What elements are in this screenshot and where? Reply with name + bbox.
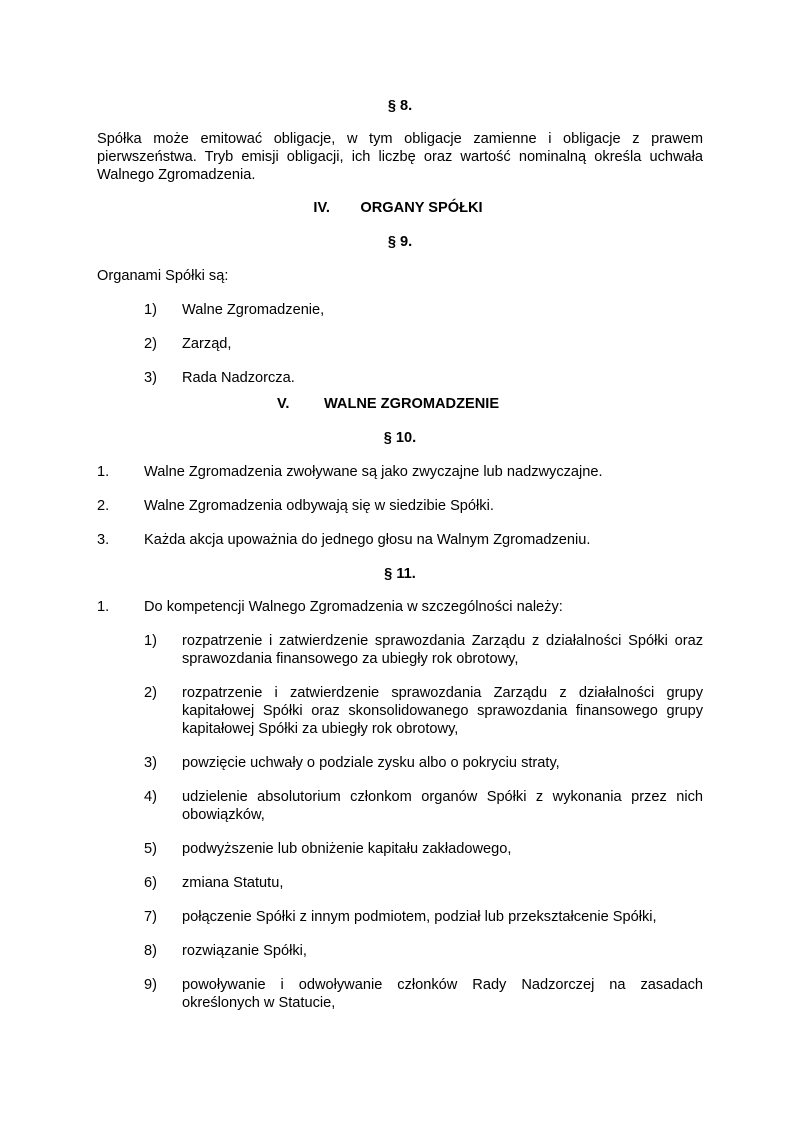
list-item-text: rozwiązanie Spółki, [182, 943, 307, 959]
list-item [144, 874, 703, 892]
list-item-label: 2. [97, 498, 110, 514]
list-item-text: połączenie Spółki z innym podmiotem, podział lub przekształcenie Spółki, [182, 909, 657, 925]
list-item [144, 632, 703, 668]
list-item-label: 7) [144, 909, 157, 925]
list-item-text: rozpatrzenie i zatwierdzenie sprawozdania Zarządu z działalności Spółki oraz sprawozdania finansowego za ubiegły rok obrotowy, [182, 633, 703, 667]
section-10-list [97, 463, 703, 549]
list-item-label: 1. [97, 599, 110, 615]
list-item-text: podwyższenie lub obniżenie kapitału zakładowego, [182, 841, 512, 857]
list-item-label: 5) [144, 841, 157, 857]
list-item-label: 2) [144, 685, 157, 701]
chapter-5-heading [85, 395, 691, 413]
list-item-label: 3) [144, 755, 157, 771]
list-item-label: 2) [144, 336, 157, 352]
list-item-text: Rada Nadzorcza. [182, 370, 295, 386]
list-item-text: rozpatrzenie i zatwierdzenie sprawozdania Zarządu z działalności grupy kapitałowej Spółki oraz skonsolidowanego sprawozdania finansowego grupy kapitałowej Spółki za ubiegły rok obrotowy, [182, 685, 703, 737]
section-11-sublist [97, 632, 703, 1012]
section-11-list [97, 598, 703, 616]
list-item-label: 3) [144, 370, 157, 386]
chapter-4-number: IV. [313, 200, 330, 216]
list-item [97, 598, 703, 616]
list-item-text: Każda akcja upoważnia do jednego głosu na Walnym Zgromadzeniu. [144, 532, 591, 548]
list-item-label: 1) [144, 633, 157, 649]
chapter-5-title: WALNE ZGROMADZENIE [323, 396, 500, 412]
list-item-label: 3. [97, 532, 110, 548]
list-item-text: zmiana Statutu, [182, 875, 284, 891]
list-item [144, 840, 703, 858]
list-item-text: Zarząd, [182, 336, 232, 352]
section-8-heading: § 8. [387, 98, 413, 114]
list-item [97, 463, 703, 481]
list-item-text: powzięcie uchwały o podziale zysku albo o pokryciu straty, [182, 755, 560, 771]
list-item [97, 531, 703, 549]
document-page [97, 88, 703, 1012]
section-10-heading: § 10. [383, 430, 417, 446]
list-item-label: 1) [144, 302, 157, 318]
list-item [97, 497, 703, 515]
list-item-text: Walne Zgromadzenia zwoływane są jako zwyczajne lub nadzwyczajne. [144, 464, 603, 480]
list-item [144, 976, 703, 1012]
list-item-label: 4) [144, 789, 157, 805]
list-item-text: Walne Zgromadzenie, [182, 302, 325, 318]
section-8-text: Spółka może emitować obligacje, w tym obligacje zamienne i obligacje z prawem pierwszeństwa. Tryb emisji obligacji, ich liczbę oraz wartość nominalną określa uchwała Walnego Zgromadzenia. [97, 131, 703, 183]
section-9-intro: Organami Spółki są: [97, 268, 229, 284]
list-item-text: powoływanie i odwoływanie członków Rady Nadzorczej na zasadach określonych w Statucie, [182, 977, 703, 1011]
list-item [144, 684, 703, 738]
list-item [144, 335, 703, 353]
list-item-label: 1. [97, 464, 110, 480]
list-item [144, 908, 703, 926]
list-item-text: Do kompetencji Walnego Zgromadzenia w szczególności należy: [144, 599, 563, 615]
section-9-list [97, 301, 703, 387]
section-9-heading: § 9. [387, 234, 413, 250]
list-item [144, 942, 703, 960]
list-item [144, 301, 703, 319]
list-item-label: 8) [144, 943, 157, 959]
chapter-5-number: V. [276, 396, 290, 412]
list-item-text: Walne Zgromadzenia odbywają się w siedzibie Spółki. [144, 498, 494, 514]
list-item-label: 6) [144, 875, 157, 891]
list-item [144, 754, 703, 772]
list-item-text: udzielenie absolutorium członkom organów Spółki z wykonania przez nich obowiązków, [182, 789, 703, 823]
section-11-heading: § 11. [384, 566, 416, 582]
chapter-4-title: ORGANY SPÓŁKI [360, 200, 483, 216]
chapter-4-heading [95, 199, 701, 217]
list-item [144, 369, 703, 387]
list-item [144, 788, 703, 824]
list-item-label: 9) [144, 977, 157, 993]
